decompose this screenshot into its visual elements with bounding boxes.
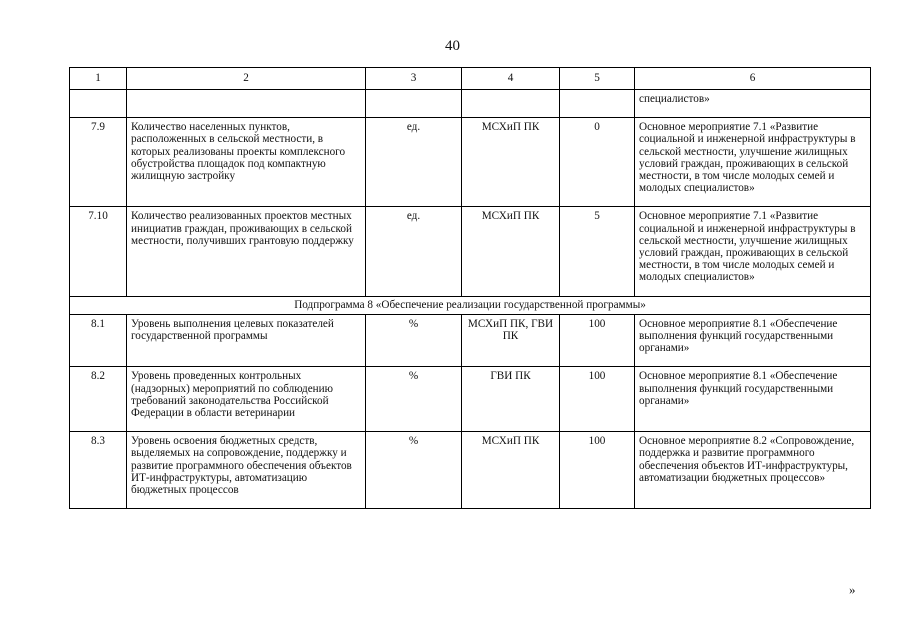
unit-cell: %: [366, 432, 462, 509]
value-cell: 100: [560, 367, 635, 432]
unit-cell: %: [366, 314, 462, 367]
activity-cell: Основное мероприятие 7.1 «Развитие социальной и инженерной инфраструктуры в сельской местности, улучшение жилищных условий граждан, проживающих в сельской местности, в том числе молодых семей и молодых специалистов»: [635, 207, 871, 296]
table-row: [70, 314, 871, 367]
indicator-name: Уровень выполнения целевых показателей государственной программы: [127, 314, 366, 367]
row-number: 7.10: [70, 207, 127, 296]
responsible-cell: МСХиП ПК: [462, 118, 560, 207]
activity-cell: специалистов»: [635, 90, 871, 118]
responsible-cell: ГВИ ПК: [462, 367, 560, 432]
responsible-cell: МСХиП ПК: [462, 432, 560, 509]
row-number: 7.9: [70, 118, 127, 207]
table-row: [70, 207, 871, 296]
unit-cell: [366, 90, 462, 118]
activity-cell: Основное мероприятие 8.1 «Обеспечение выполнения функций государственными органами»: [635, 314, 871, 367]
table-row: [70, 90, 871, 118]
column-header: 2: [127, 68, 366, 90]
subprogram-row: [70, 296, 871, 314]
indicator-name: Количество реализованных проектов местных инициатив граждан, проживающих в сельской местности, получивших грантовую поддержку: [127, 207, 366, 296]
activity-cell: Основное мероприятие 7.1 «Развитие социальной и инженерной инфраструктуры в сельской местности, улучшение жилищных условий граждан, проживающих в сельской местности, в том числе молодых семей и молодых специалистов»: [635, 118, 871, 207]
indicators-table: [69, 67, 871, 509]
responsible-cell: [462, 90, 560, 118]
subprogram-title: Подпрограмма 8 «Обеспечение реализации государственной программы»: [70, 296, 871, 314]
unit-cell: ед.: [366, 118, 462, 207]
column-header: 4: [462, 68, 560, 90]
responsible-cell: МСХиП ПК: [462, 207, 560, 296]
column-header: 5: [560, 68, 635, 90]
indicator-name: Уровень освоения бюджетных средств, выделяемых на сопровождение, поддержку и развитие программного обеспечения объектов ИТ-инфраструктуры, автоматизацию бюджетных процессов: [127, 432, 366, 509]
column-header: 1: [70, 68, 127, 90]
indicator-name: Количество населенных пунктов, расположенных в сельской местности, в которых реализованы проекты комплексного обустройства площадок под компактную жилищную застройку: [127, 118, 366, 207]
row-number: 8.2: [70, 367, 127, 432]
row-number: 8.1: [70, 314, 127, 367]
page-number: 40: [445, 38, 460, 54]
table-row: [70, 367, 871, 432]
row-number: 8.3: [70, 432, 127, 509]
row-number: [70, 90, 127, 118]
activity-cell: Основное мероприятие 8.1 «Обеспечение выполнения функций государственными органами»: [635, 367, 871, 432]
value-cell: 0: [560, 118, 635, 207]
indicator-name: [127, 90, 366, 118]
closing-quote-mark: »: [849, 582, 856, 597]
value-cell: 5: [560, 207, 635, 296]
indicator-name: Уровень проведенных контрольных (надзорных) мероприятий по соблюдению требований законодательства Российской Федерации в области ветеринарии: [127, 367, 366, 432]
table-row: [70, 432, 871, 509]
table-header-row: [70, 68, 871, 90]
unit-cell: ед.: [366, 207, 462, 296]
value-cell: 100: [560, 314, 635, 367]
activity-cell: Основное мероприятие 8.2 «Сопровождение, поддержка и развитие программного обеспечения объектов ИТ-инфраструктуры, автоматизации бюджетных процессов»: [635, 432, 871, 509]
unit-cell: %: [366, 367, 462, 432]
column-header: 3: [366, 68, 462, 90]
column-header: 6: [635, 68, 871, 90]
table-row: [70, 118, 871, 207]
value-cell: [560, 90, 635, 118]
value-cell: 100: [560, 432, 635, 509]
responsible-cell: МСХиП ПК, ГВИ ПК: [462, 314, 560, 367]
